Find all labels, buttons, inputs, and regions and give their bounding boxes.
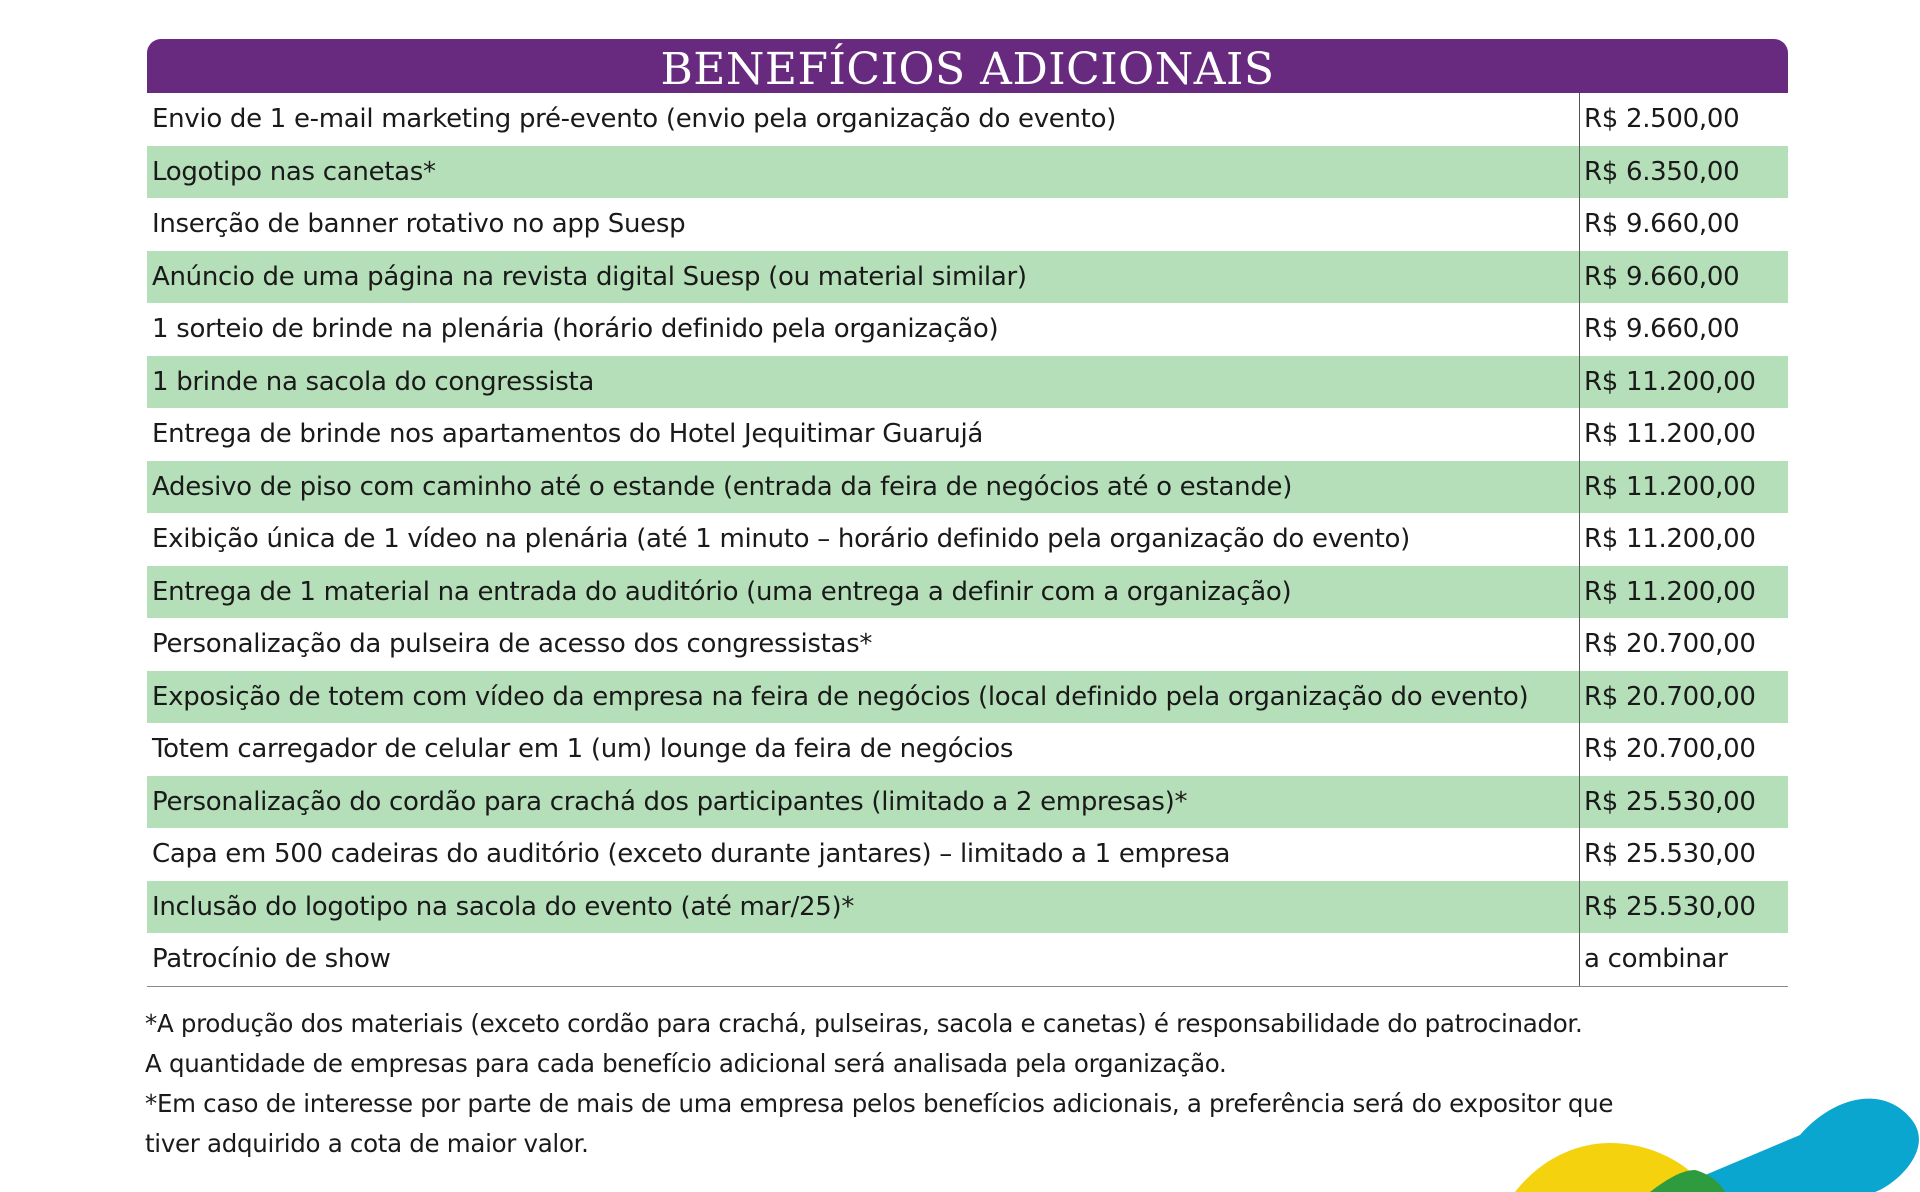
benefit-price: R$ 11.200,00 — [1579, 408, 1788, 461]
benefits-table — [147, 93, 1788, 987]
benefit-description: 1 brinde na sacola do congressista — [152, 366, 595, 397]
benefit-description: Logotipo nas canetas* — [152, 156, 436, 187]
table-row — [147, 198, 1788, 251]
benefit-description: Anúncio de uma página na revista digital Suesp (ou material similar) — [152, 261, 1027, 292]
benefit-description: Envio de 1 e-mail marketing pré-evento (envio pela organização do evento) — [152, 104, 1117, 135]
table-row — [147, 566, 1788, 619]
benefit-description: Personalização da pulseira de acesso dos congressistas* — [152, 629, 873, 660]
benefit-price: R$ 11.200,00 — [1579, 461, 1788, 514]
benefit-description: Adesivo de piso com caminho até o estande (entrada da feira de negócios até o estande) — [152, 471, 1293, 502]
benefit-description: Entrega de 1 material na entrada do auditório (uma entrega a definir com a organização) — [152, 576, 1292, 607]
table-row — [147, 146, 1788, 199]
benefit-price: R$ 25.530,00 — [1579, 881, 1788, 934]
footnote-line: A quantidade de empresas para cada benefício adicional será analisada pela organização. — [145, 1049, 1227, 1078]
benefit-price: R$ 6.350,00 — [1579, 146, 1788, 199]
benefit-description: Exibição única de 1 vídeo na plenária (até 1 minuto – horário definido pela organização do evento) — [152, 524, 1410, 555]
table-row — [147, 671, 1788, 724]
table-row — [147, 356, 1788, 409]
footnote-line: *A produção dos materiais (exceto cordão para crachá, pulseiras, sacola e canetas) é responsabilidade do patrocinador. — [145, 1009, 1583, 1038]
benefit-price: R$ 20.700,00 — [1579, 671, 1788, 724]
benefit-price: R$ 2.500,00 — [1579, 93, 1788, 146]
table-row — [147, 461, 1788, 514]
table-row — [147, 723, 1788, 776]
benefit-description: Totem carregador de celular em 1 (um) lounge da feira de negócios — [152, 734, 1014, 765]
footnotes — [145, 1004, 1675, 1164]
footnote-line: *Em caso de interesse por parte de mais de uma empresa pelos benefícios adicionais, a preferência será do expositor que — [145, 1089, 1614, 1118]
table-row — [147, 513, 1788, 566]
benefit-description: Capa em 500 cadeiras do auditório (exceto durante jantares) – limitado a 1 empresa — [152, 839, 1231, 870]
decorative-green-shape — [1650, 1170, 1725, 1192]
benefit-price: R$ 9.660,00 — [1579, 251, 1788, 304]
benefit-price: R$ 9.660,00 — [1579, 198, 1788, 251]
benefit-description: Exposição de totem com vídeo da empresa na feira de negócios (local definido pela organização do evento) — [152, 681, 1529, 712]
table-row — [147, 881, 1788, 934]
benefit-price: R$ 11.200,00 — [1579, 513, 1788, 566]
benefit-description: Entrega de brinde nos apartamentos do Hotel Jequitimar Guarujá — [152, 419, 984, 450]
decorative-blue-shape — [1665, 1099, 1919, 1192]
benefit-price: R$ 25.530,00 — [1579, 828, 1788, 881]
benefit-price: R$ 11.200,00 — [1579, 356, 1788, 409]
benefit-price: R$ 20.700,00 — [1579, 723, 1788, 776]
benefit-description: Inclusão do logotipo na sacola do evento (até mar/25)* — [152, 891, 855, 922]
table-row — [147, 933, 1788, 987]
table-row — [147, 618, 1788, 671]
section-title: BENEFÍCIOS ADICIONAIS — [660, 44, 1275, 95]
benefit-description: 1 sorteio de brinde na plenária (horário definido pela organização) — [152, 314, 999, 345]
table-row — [147, 776, 1788, 829]
benefit-description: Patrocínio de show — [152, 944, 391, 975]
table-row — [147, 828, 1788, 881]
benefit-price: R$ 11.200,00 — [1579, 566, 1788, 619]
benefit-price: R$ 25.530,00 — [1579, 776, 1788, 829]
table-row — [147, 303, 1788, 356]
section-header — [147, 39, 1788, 93]
table-row — [147, 93, 1788, 146]
benefit-price: R$ 9.660,00 — [1579, 303, 1788, 356]
table-row — [147, 408, 1788, 461]
footnote-line: tiver adquirido a cota de maior valor. — [145, 1129, 589, 1158]
benefit-description: Personalização do cordão para crachá dos participantes (limitado a 2 empresas)* — [152, 786, 1188, 817]
benefit-price: R$ 20.700,00 — [1579, 618, 1788, 671]
benefit-price: a combinar — [1579, 933, 1788, 986]
benefit-description: Inserção de banner rotativo no app Suesp — [152, 209, 686, 240]
table-row — [147, 251, 1788, 304]
